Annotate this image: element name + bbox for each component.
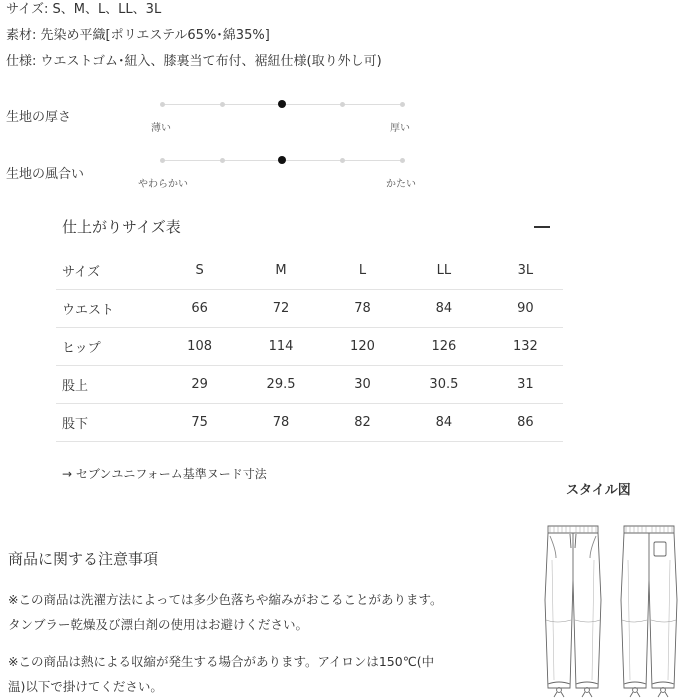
scale-dot: [340, 102, 345, 107]
spec-sizes: サイズ: S、M、L、LL、3L: [6, 2, 162, 17]
notice-line: ※この商品は洗濯方法によっては多少色落ちや縮みがおこることがあります。: [8, 592, 443, 607]
row-label: ウエスト: [56, 290, 162, 328]
table-cell: 126: [400, 328, 488, 366]
table-row: [56, 404, 563, 442]
spec-material: 素材: 先染め平織[ポリエステル65%･綿35%]: [6, 28, 270, 43]
scale-dot: [220, 102, 225, 107]
scale-dot-selected: [278, 156, 286, 164]
notice-line: タンブラー乾燥及び漂白剤の使用はお避けください。: [8, 617, 309, 632]
header-cell: サイズ: [56, 252, 162, 290]
scale-right-label: 厚い: [390, 123, 410, 134]
product-notice-title: 商品に関する注意事項: [8, 550, 159, 568]
scale-dot: [160, 158, 165, 163]
nude-size-footnote: → セブンユニフォーム基準ヌード寸法: [62, 467, 267, 481]
table-cell: 86: [488, 404, 563, 442]
table-row: [56, 366, 563, 404]
size-chart-table: [56, 252, 563, 442]
scale-dot: [220, 158, 225, 163]
scale-dot-selected: [278, 100, 286, 108]
scale-dot: [160, 102, 165, 107]
notice-line: 温)以下で掛けてください。: [8, 679, 163, 694]
table-cell: 90: [488, 290, 563, 328]
table-cell: 30.5: [400, 366, 488, 404]
row-label: 股下: [56, 404, 162, 442]
table-cell: 84: [400, 290, 488, 328]
header-cell: LL: [400, 252, 488, 290]
spec-features: 仕様: ウエストゴム･紐入、膝裏当て布付、裾紐仕様(取り外し可): [6, 54, 382, 69]
size-chart-title: 仕上がりサイズ表: [62, 218, 181, 236]
table-row: [56, 290, 563, 328]
header-cell: L: [325, 252, 400, 290]
header-cell: M: [237, 252, 325, 290]
pants-front-view-image: [542, 520, 604, 698]
scale-left-label: 薄い: [151, 123, 171, 134]
table-header-row: [56, 252, 563, 290]
pants-back-view-image: [618, 520, 680, 698]
header-cell: S: [162, 252, 237, 290]
table-cell: 66: [162, 290, 237, 328]
scale-right-label: かたい: [386, 179, 416, 190]
table-cell: 29: [162, 366, 237, 404]
row-label: 股上: [56, 366, 162, 404]
table-cell: 108: [162, 328, 237, 366]
table-cell: 31: [488, 366, 563, 404]
table-row: [56, 328, 563, 366]
table-cell: 114: [237, 328, 325, 366]
row-label: ヒップ: [56, 328, 162, 366]
table-cell: 84: [400, 404, 488, 442]
table-cell: 72: [237, 290, 325, 328]
scale-dot: [400, 158, 405, 163]
style-diagram-heading: スタイル図: [566, 483, 631, 498]
table-cell: 120: [325, 328, 400, 366]
scale-label: 生地の風合い: [6, 167, 85, 182]
collapse-minus-icon[interactable]: [534, 226, 550, 228]
scale-left-label: やわらかい: [138, 179, 188, 190]
table-cell: 29.5: [237, 366, 325, 404]
table-cell: 75: [162, 404, 237, 442]
header-cell: 3L: [488, 252, 563, 290]
table-cell: 78: [237, 404, 325, 442]
table-cell: 132: [488, 328, 563, 366]
table-cell: 30: [325, 366, 400, 404]
scale-dot: [340, 158, 345, 163]
table-cell: 78: [325, 290, 400, 328]
scale-label: 生地の厚さ: [6, 110, 72, 125]
table-cell: 82: [325, 404, 400, 442]
scale-dot: [400, 102, 405, 107]
notice-line: ※この商品は熱による収縮が発生する場合があります。アイロンは150℃(中: [8, 654, 435, 669]
